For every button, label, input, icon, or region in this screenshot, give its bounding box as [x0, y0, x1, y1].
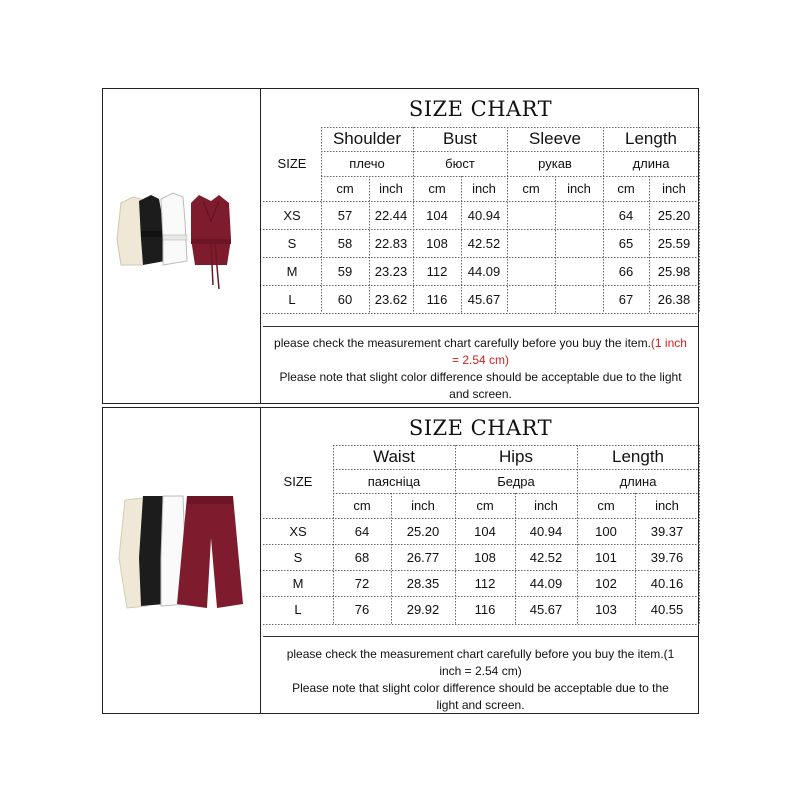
- table-cell: 26.38: [657, 291, 691, 307]
- bottom-measure-note: please check the measurement chart carefully before you buy the item.(1 inch = 2.54 cm): [286, 647, 675, 678]
- table-cell: 108: [474, 549, 496, 565]
- size-label-cell: XS: [289, 523, 307, 539]
- size-header: SIZE: [277, 156, 307, 171]
- table-cell: 108: [426, 235, 448, 251]
- table-cell: 45.67: [467, 291, 501, 307]
- table-cell: [507, 257, 555, 285]
- bottom-chart-content: [263, 408, 698, 713]
- waist-header: Waist: [373, 447, 415, 466]
- top-size-chart-panel: [102, 88, 699, 404]
- table-cell: 67: [618, 291, 634, 307]
- table-cell: 40.94: [467, 207, 501, 223]
- unit-cell: inch: [379, 181, 403, 196]
- table-cell: 40.55: [650, 601, 684, 617]
- top-chart-title: SIZE CHART: [408, 97, 553, 121]
- table-cell: 23.23: [374, 263, 408, 279]
- table-cell: 42.52: [529, 549, 563, 565]
- table-cell: 72: [354, 575, 370, 591]
- vest-product-image: [103, 89, 259, 403]
- size-header: SIZE: [283, 473, 313, 489]
- table-cell: 26.77: [406, 549, 440, 565]
- size-label-cell: S: [287, 235, 297, 251]
- unit-cell: cm: [336, 181, 354, 196]
- sleeve-subheader: рукав: [538, 156, 572, 171]
- table-cell: 40.94: [529, 523, 563, 539]
- table-cell: 104: [426, 207, 448, 223]
- table-cell: 25.20: [657, 207, 691, 223]
- table-cell: 112: [426, 263, 448, 279]
- table-cell: 104: [474, 523, 496, 539]
- unit-cell: inch: [567, 181, 591, 196]
- size-label-cell: M: [286, 263, 298, 279]
- table-cell: 59: [337, 263, 353, 279]
- size-label-cell: S: [293, 549, 303, 565]
- table-cell: 102: [595, 575, 617, 591]
- table-cell: 58: [337, 235, 353, 251]
- table-cell: 100: [595, 523, 617, 539]
- table-cell: 64: [354, 523, 370, 539]
- table-cell: 29.92: [406, 601, 440, 617]
- table-cell: 39.76: [650, 549, 684, 565]
- table-cell: 112: [474, 575, 496, 591]
- table-cell: 22.44: [374, 207, 408, 223]
- table-cell: 65: [618, 235, 634, 251]
- table-cell: 116: [426, 291, 448, 307]
- table-cell: 40.16: [650, 575, 684, 591]
- table-cell: 101: [595, 549, 617, 565]
- table-cell: [507, 201, 555, 229]
- table-cell: 103: [595, 601, 617, 617]
- bottom-color-note: Please note that slight color difference should be acceptable due to the light and screen.: [292, 681, 669, 712]
- hips-subheader: Бедра: [497, 473, 535, 489]
- unit-cell: cm: [522, 181, 540, 196]
- shoulder-subheader: плечо: [349, 156, 385, 171]
- length-subheader: длина: [632, 156, 670, 171]
- length-subheader: длина: [619, 473, 657, 489]
- table-cell: 25.59: [657, 235, 691, 251]
- table-cell: 68: [354, 549, 370, 565]
- bottom-chart-title: SIZE CHART: [408, 416, 553, 440]
- unit-cell: cm: [597, 498, 615, 513]
- unit-cell: cm: [353, 498, 371, 513]
- unit-cell: inch: [662, 181, 686, 196]
- shoulder-header: Shoulder: [332, 129, 402, 148]
- size-label-cell: M: [292, 575, 304, 591]
- table-cell: [507, 285, 555, 313]
- length-header: Length: [625, 129, 677, 148]
- table-cell: 42.52: [467, 235, 501, 251]
- unit-cell: inch: [472, 181, 496, 196]
- bust-subheader: бюст: [445, 156, 475, 171]
- size-label-cell: L: [288, 291, 296, 307]
- bust-header: Bust: [442, 129, 478, 148]
- table-cell: [555, 285, 603, 313]
- table-cell: 25.98: [657, 263, 691, 279]
- unit-cell: inch: [655, 498, 679, 513]
- top-color-note: Please note that slight color difference should be acceptable due to the light and screen.: [279, 370, 682, 401]
- table-cell: 28.35: [406, 575, 440, 591]
- waist-subheader: паясніца: [367, 473, 421, 489]
- table-cell: 64: [618, 207, 634, 223]
- table-cell: 66: [618, 263, 634, 279]
- table-cell: 22.83: [374, 235, 408, 251]
- table-cell: 44.09: [467, 263, 501, 279]
- unit-cell: inch: [411, 498, 435, 513]
- unit-cell: cm: [617, 181, 635, 196]
- unit-cell: inch: [534, 498, 558, 513]
- bottom-size-chart-panel: [102, 407, 699, 714]
- size-label-cell: XS: [283, 207, 301, 223]
- table-cell: [555, 257, 603, 285]
- table-cell: 39.37: [650, 523, 684, 539]
- vest-photo-cell: [103, 89, 261, 403]
- table-cell: 60: [337, 291, 353, 307]
- unit-cell: cm: [428, 181, 446, 196]
- hips-header: Hips: [498, 447, 533, 466]
- size-label-cell: L: [294, 601, 302, 617]
- pants-photo-cell: [103, 408, 261, 713]
- table-cell: 23.62: [374, 291, 408, 307]
- table-cell: 116: [474, 601, 496, 617]
- table-cell: 25.20: [406, 523, 440, 539]
- length-header: Length: [612, 447, 664, 466]
- table-cell: [507, 229, 555, 257]
- table-cell: 44.09: [529, 575, 563, 591]
- top-chart-content: [263, 89, 698, 403]
- table-cell: 76: [354, 601, 370, 617]
- top-measure-note: please check the measurement chart carefully before you buy the item.(1 inch = 2.54 cm): [274, 336, 687, 367]
- sleeve-header: Sleeve: [529, 129, 581, 148]
- pants-product-image: [103, 408, 259, 713]
- table-cell: [555, 229, 603, 257]
- table-cell: 57: [337, 207, 353, 223]
- table-cell: 45.67: [529, 601, 563, 617]
- table-cell: [555, 201, 603, 229]
- unit-cell: cm: [476, 498, 494, 513]
